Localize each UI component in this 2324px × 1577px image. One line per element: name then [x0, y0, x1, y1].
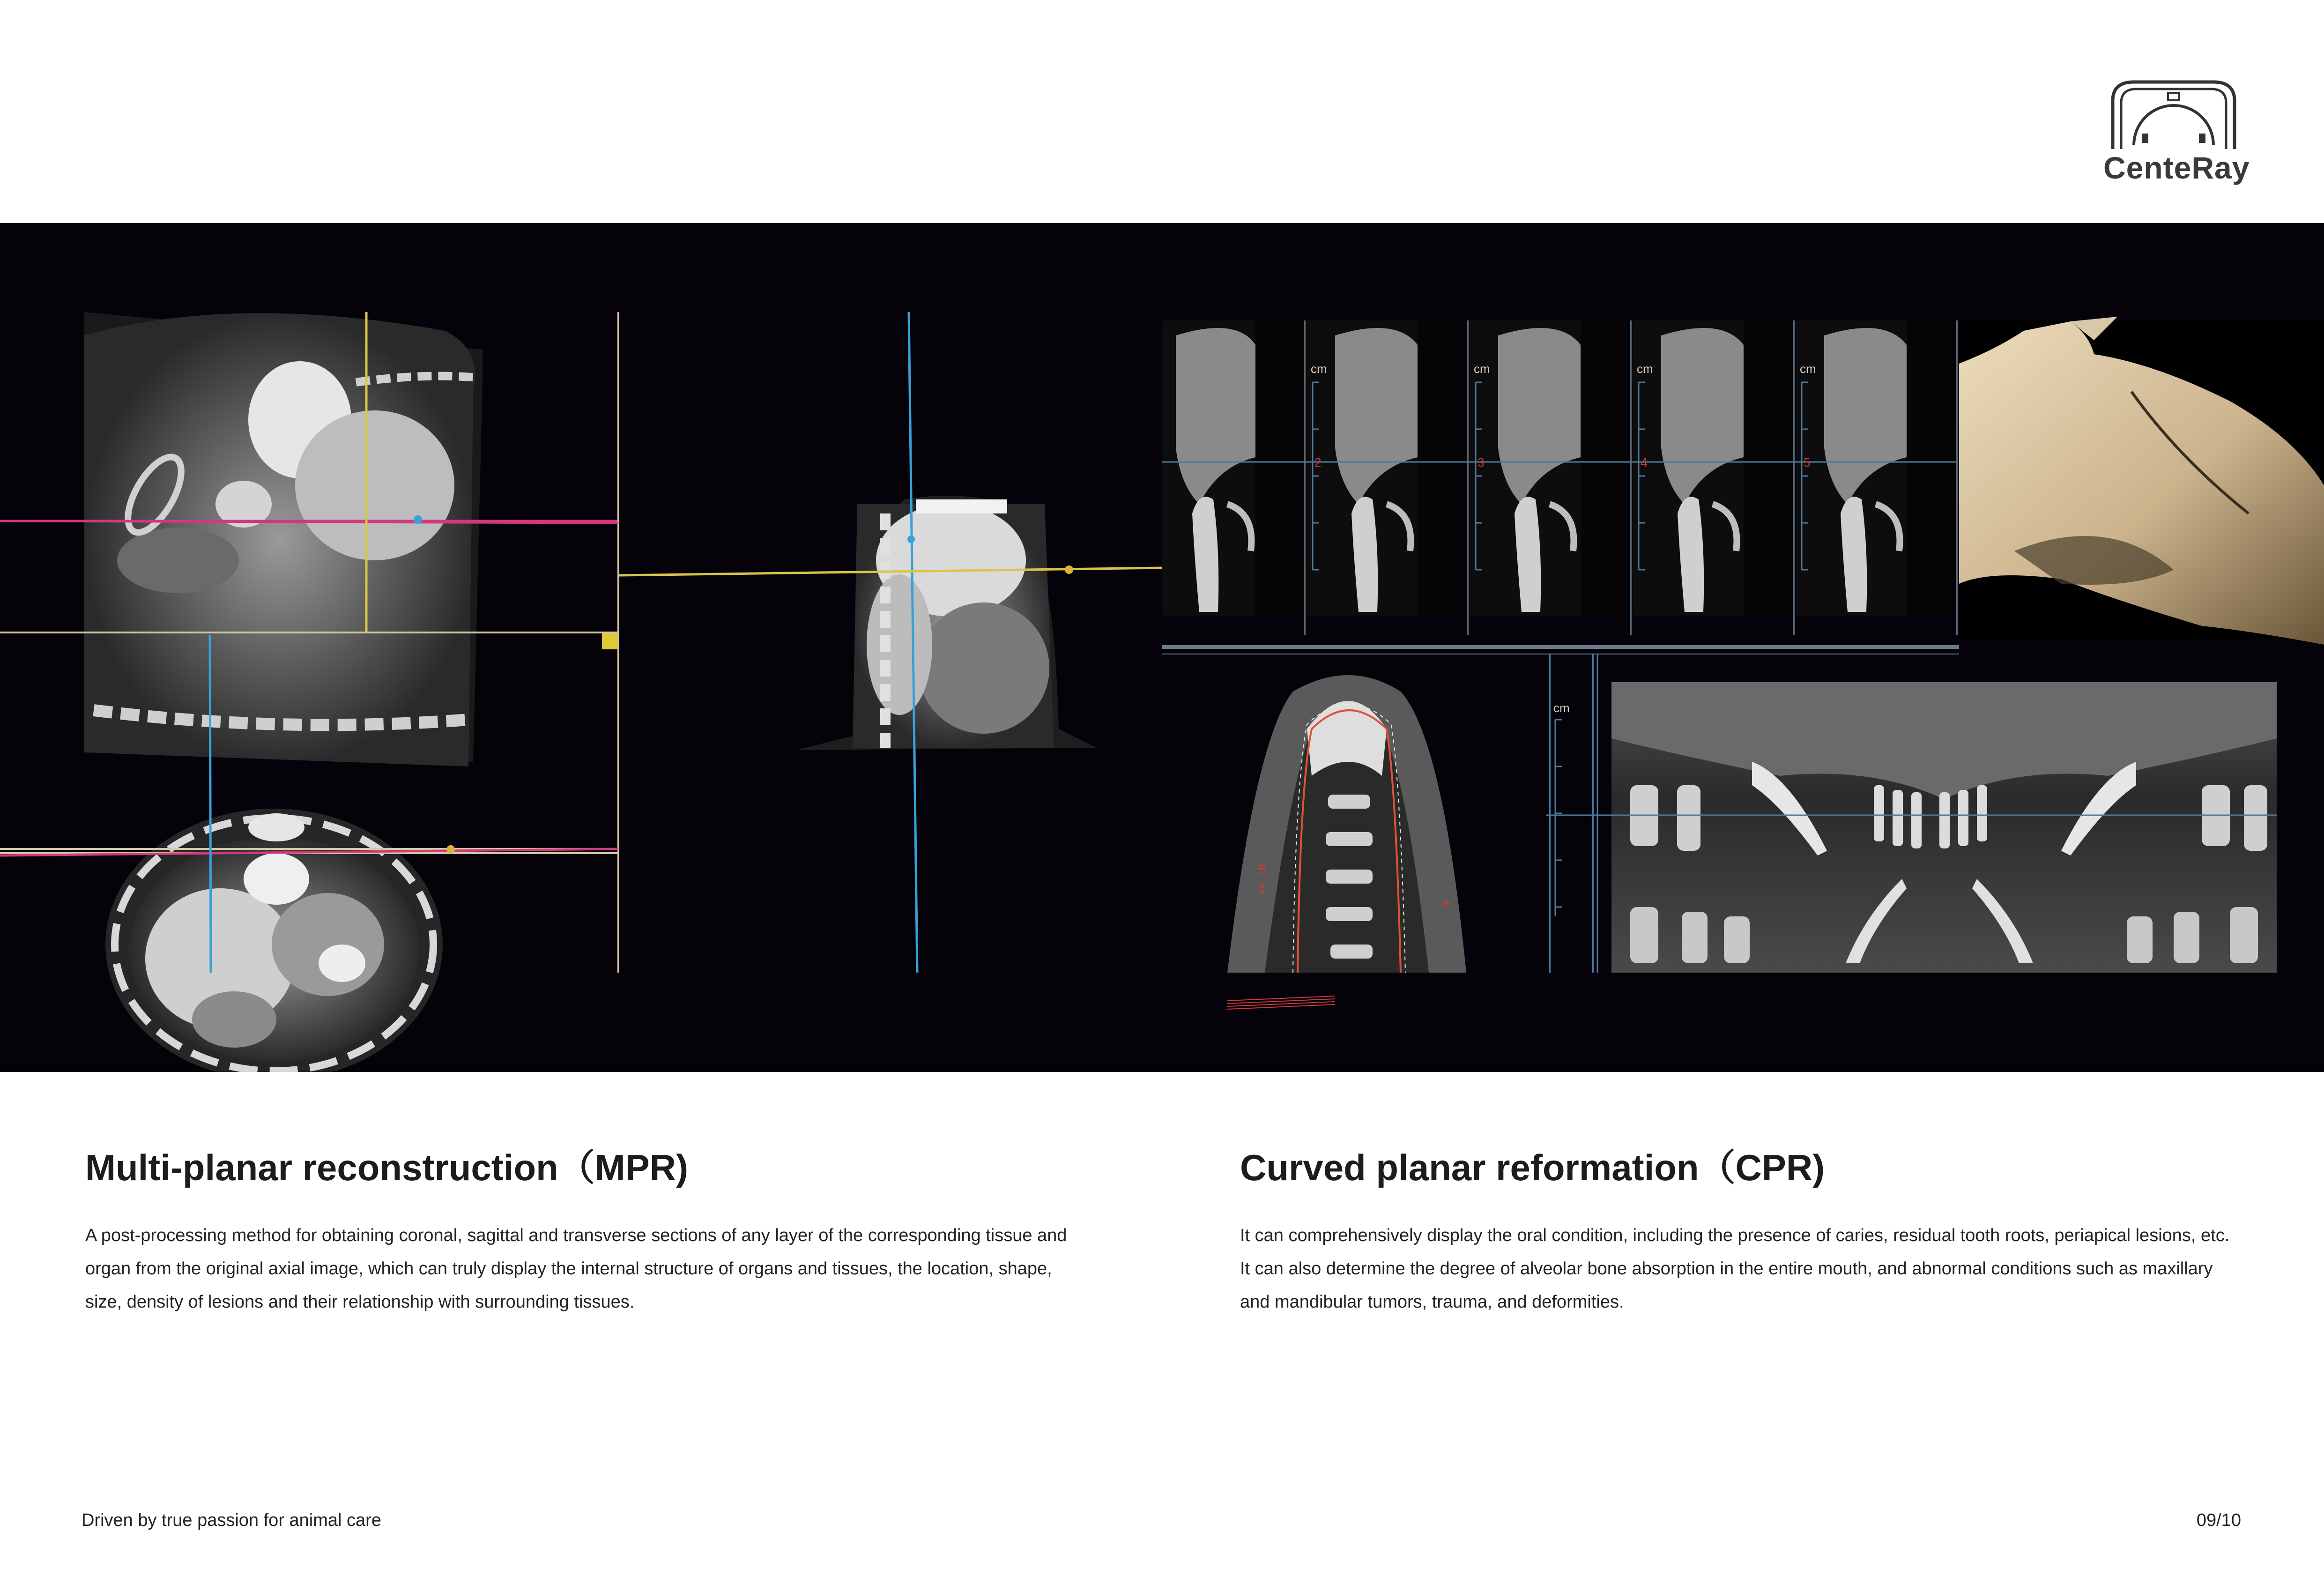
sagittal-marker: [414, 515, 422, 524]
cross-section-number: 2: [1314, 455, 1322, 469]
gantry-logo-icon: [2108, 80, 2239, 150]
coronal-view: [796, 496, 1096, 750]
cross-section-number: 3: [1478, 455, 1485, 469]
coronal-top-marker: [907, 536, 915, 543]
cross-section-thumb: [1162, 320, 1255, 616]
curve-marker-label-e: e: [1443, 896, 1450, 910]
dental-axial-view: [1227, 675, 1466, 1009]
mpr-description: A post-processing method for obtaining coronal, sagittal and transverse sections of any layer of the corresponding tissue and organ from the original axial image, which can truly display the internal structure of organs and tissues, the location, shape, size, density of lesions and their relationship with surrounding tissues.: [85, 1226, 1067, 1312]
centeray-logo: [2103, 80, 2250, 187]
cpr-section: [1240, 1138, 2238, 1319]
sagittal-view: [84, 312, 483, 766]
cpr-title: Curved planar reformation（CPR): [1240, 1147, 1825, 1188]
axis-unit-label: cm: [1311, 362, 1327, 376]
frame-handle: [602, 633, 618, 649]
panoramic-view: [1546, 682, 2277, 973]
mpr-section: [85, 1138, 1083, 1319]
axis-unit-label: cm: [1553, 701, 1570, 715]
3d-volume-render: [1959, 317, 2324, 645]
mpr-title: Multi-planar reconstruction（MPR): [85, 1147, 689, 1188]
cross-section-number: 5: [1804, 455, 1811, 469]
cross-section-number: 4: [1641, 455, 1648, 469]
imaging-figure-band: [0, 223, 2324, 1072]
footer-tagline: Driven by true passion for animal care: [82, 1510, 381, 1530]
page-number: 09/10: [2196, 1510, 2241, 1530]
axial-vertical-line: [210, 635, 211, 973]
axis-unit-label: cm: [1474, 362, 1490, 376]
brand-name: CenteRay: [2103, 150, 2250, 185]
axis-unit-label: cm: [1637, 362, 1653, 376]
axial-marker: [446, 845, 455, 854]
cross-section-strip: [1162, 320, 2099, 635]
coronal-marker: [1065, 565, 1073, 574]
curve-marker-label: 5: [1258, 862, 1266, 878]
axis-unit-label: cm: [1800, 362, 1816, 376]
imaging-figure: [0, 223, 2324, 1072]
curve-marker-label-2: 1: [1258, 881, 1266, 896]
cpr-description: It can comprehensively display the oral condition, including the presence of caries, residual tooth roots, periapical lesions, etc. It can also determine the degree of alveolar bone absorption in the entire mouth, and abnormal conditions such as maxillary and mandibular tumors, trauma, and deformities.: [1240, 1226, 2230, 1312]
